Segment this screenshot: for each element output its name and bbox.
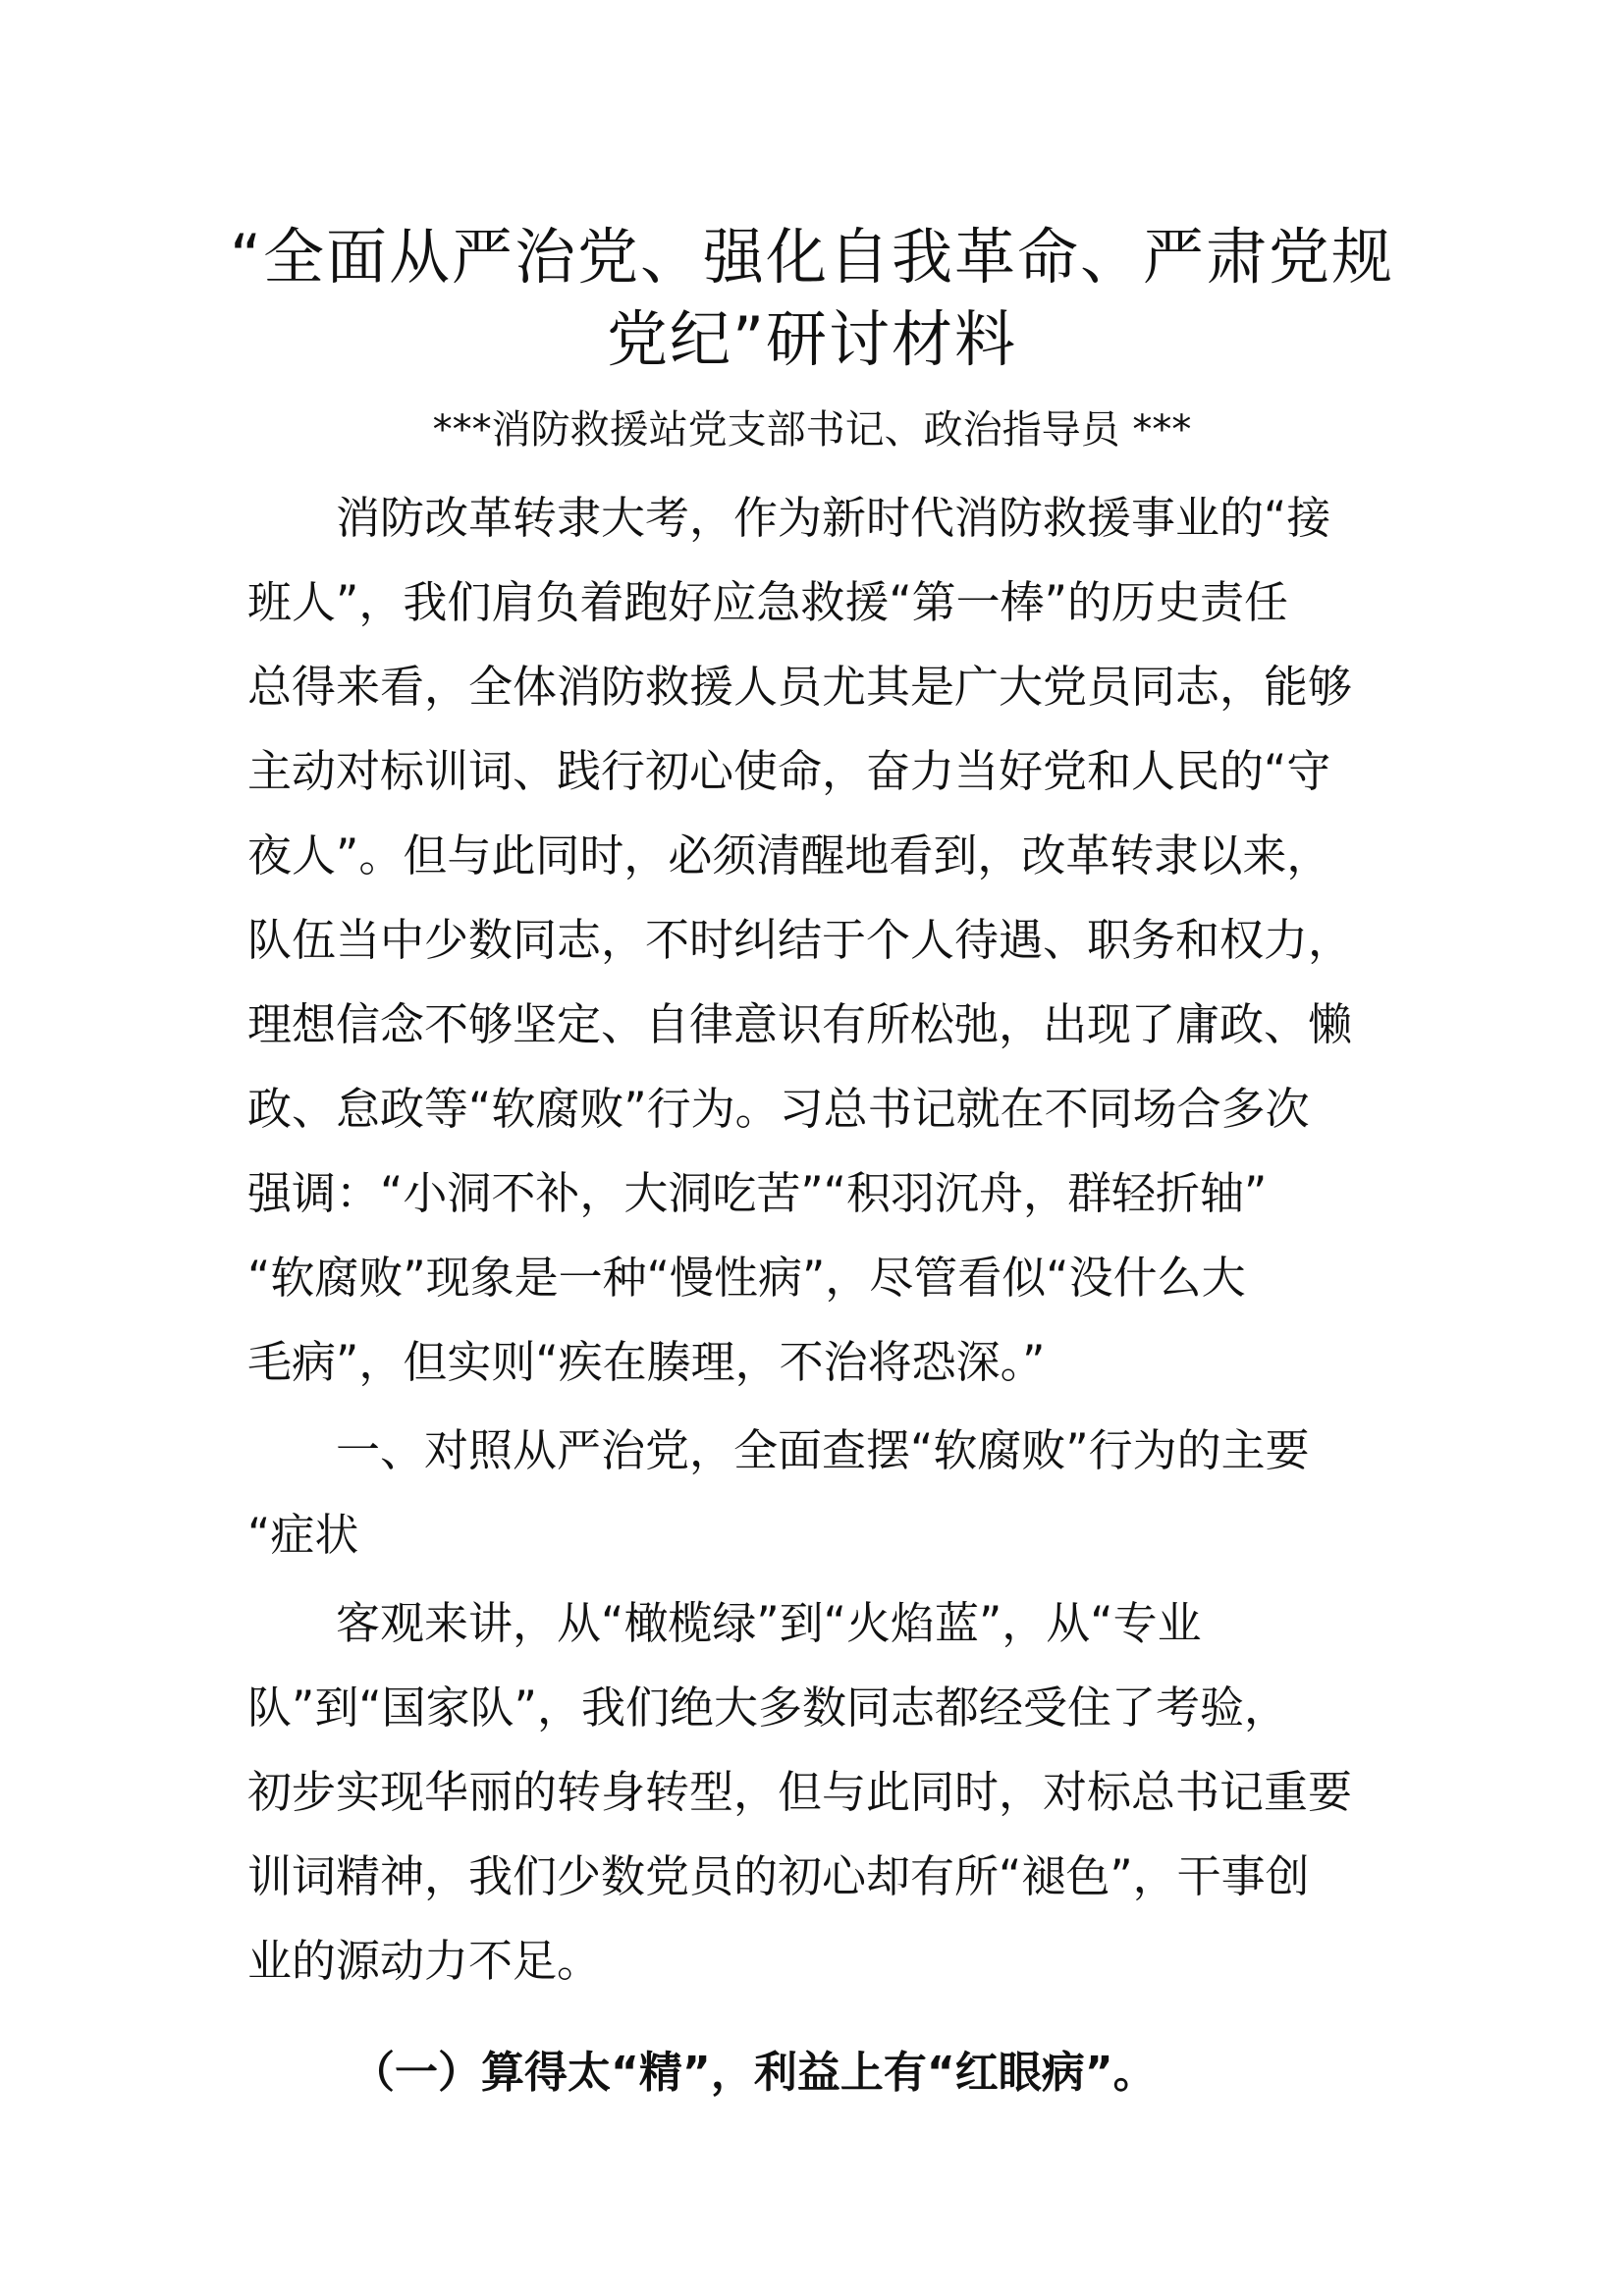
section-heading-line: “症状 — [247, 1509, 359, 1561]
paragraph-2-line: 业的源动力不足。 — [247, 1935, 602, 1987]
paragraph-1-line: 理想信念不够坚定、自律意识有所松弛，出现了庸政、懒 — [247, 998, 1353, 1050]
document-title-line-1: “全面从严治党、强化自我革命、严肃党规 — [229, 221, 1395, 293]
subsection-heading: （一）算得太“精”，利益上有“红眼病”。 — [352, 2048, 1157, 2098]
paragraph-1-line: 总得来看，全体消防救援人员尤其是广大党员同志，能够 — [247, 661, 1353, 713]
section-heading-line: 一、对照从严治党，全面查摆“软腐败”行为的主要 — [336, 1424, 1310, 1476]
paragraph-1-line: 夜人”。但与此同时，必须清醒地看到，改革转隶以来， — [247, 829, 1331, 881]
document-author: ***消防救援站党支部书记、政治指导员 *** — [432, 407, 1192, 453]
paragraph-1-line: 队伍当中少数同志，不时纠结于个人待遇、职务和权力， — [247, 914, 1353, 966]
paragraph-1-line: 毛病”，但实则“疾在腠理，不治将恐深。” — [247, 1336, 1046, 1388]
paragraph-1-line: 班人”，我们肩负着跑好应急救援“第一棒”的历史责任 — [247, 576, 1288, 628]
paragraph-1-line: 主动对标训词、践行初心使命，奋力当好党和人民的“守 — [247, 745, 1331, 797]
paragraph-1-line: 政、怠政等“软腐败”行为。习总书记就在不同场合多次 — [247, 1083, 1310, 1135]
paragraph-2-line: 训词精神，我们少数党员的初心却有所“褪色”，干事创 — [247, 1850, 1310, 1902]
paragraph-2-line: 客观来讲，从“橄榄绿”到“火焰蓝”，从“专业 — [336, 1597, 1202, 1649]
paragraph-1-line: “软腐败”现象是一种“慢性病”，尽管看似“没什么大 — [247, 1252, 1246, 1304]
paragraph-1-line: 消防改革转隶大考，作为新时代消防救援事业的“接 — [336, 492, 1331, 544]
paragraph-2-line: 初步实现华丽的转身转型，但与此同时，对标总书记重要 — [247, 1766, 1353, 1818]
paragraph-1-line: 强调：“小洞不补，大洞吃苦”“积羽沉舟，群轻折轴” — [247, 1167, 1268, 1219]
document-title-line-2: 党纪”研讨材料 — [606, 303, 1018, 375]
paragraph-2-line: 队”到“国家队”，我们绝大多数同志都经受住了考验， — [247, 1682, 1288, 1734]
